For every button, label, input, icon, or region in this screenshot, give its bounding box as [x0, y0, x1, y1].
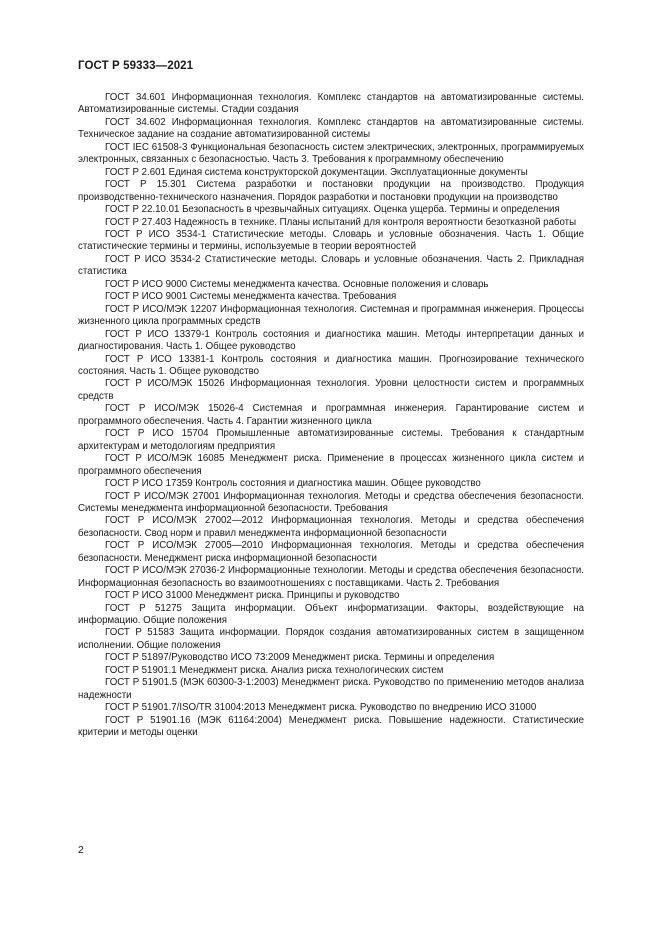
reference-item: ГОСТ Р 51901.1 Менеджмент риска. Анализ риска технологических систем: [105, 664, 444, 676]
reference-item: ГОСТ 34.601 Информационная технология. Комплекс стандартов на автоматизированные системы. Автоматизированные системы. Стадии создания: [78, 92, 584, 116]
reference-item: ГОСТ Р ИСО/МЭК 16085 Менеджмент риска. Применение в процессах жизненного цикла систем и программного обеспечения: [78, 453, 584, 477]
reference-item: ГОСТ Р 51901.7/ISO/TR 31004:2013 Менеджмент риска. Руководство по внедрению ИСО 31000: [105, 702, 537, 714]
reference-item: ГОСТ Р 51901.16 (МЭК 61164:2004) Менеджмент риска. Повышение надежности. Статистические критерии и методы оценки: [78, 714, 584, 739]
page-number: 2: [78, 844, 84, 856]
reference-item: ГОСТ Р 2.601 Единая система конструкторской документации. Эксплуатационные документы: [105, 166, 528, 178]
reference-item: ГОСТ Р 22.10.01 Безопасность в чрезвычайных ситуациях. Оценка ущерба. Термины и определения: [105, 204, 560, 216]
reference-item: ГОСТ Р 51897/Руководство ИСО 73:2009 Менеджмент риска. Термины и определения: [105, 652, 495, 664]
reference-item: ГОСТ Р ИСО 13379-1 Контроль состояния и диагностика машин. Методы интерпретации данных и диагностирования. Часть 1. Общее руководство: [78, 328, 584, 353]
document-code-header: ГОСТ Р 59333—2021: [78, 60, 194, 72]
reference-item: ГОСТ Р ИСО 31000 Менеджмент риска. Принципы и руководство: [105, 590, 400, 602]
reference-item: ГОСТ Р 15.301 Система разработки и постановки продукции на производство. Продукция производственно-технического назначения. Порядок разработки и постановки продукции на производство: [78, 179, 584, 203]
reference-item: ГОСТ Р ИСО 3534-2 Статистические методы. Словарь и условные обозначения. Часть 2. Прикладная статистика: [78, 253, 584, 278]
reference-item: ГОСТ Р ИСО 9001 Системы менеджмента качества. Требования: [105, 291, 397, 303]
reference-item: ГОСТ Р 51901.5 (МЭК 60300-3-1:2003) Менеджмент риска. Руководство по применению методов анализа надежности: [78, 677, 584, 701]
reference-item: ГОСТ Р 27.403 Надежность в технике. Планы испытаний для контроля вероятности безотказной работы: [105, 216, 577, 228]
reference-item: ГОСТ Р ИСО 3534-1 Статистические методы. Словарь и условные обозначения. Часть 1. Общие статистические термины и термины, используемые в теории вероятностей: [78, 228, 584, 253]
reference-item: ГОСТ 34.602 Информационная технология. Комплекс стандартов на автоматизированные системы. Техническое задание на создание автоматизированной системы: [78, 116, 584, 141]
reference-item: ГОСТ Р ИСО/МЭК 12207 Информационная технология. Системная и программная инженерия. Процессы жизненного цикла программных средств: [78, 303, 584, 328]
reference-item: ГОСТ Р ИСО 15704 Промышленные автоматизированные системы. Требования к стандартным архитектурам и методологиям предприятия: [78, 428, 584, 452]
reference-item: ГОСТ Р ИСО/МЭК 27036-2 Информационные технологии. Методы и средства обеспечения безопасности. Информационная безопасность во взаимоотношениях с поставщиками. Часть 2. Требования: [78, 565, 584, 589]
reference-item: ГОСТ IEC 61508-3 Функциональная безопасность систем электрических, электронных, программируемых электронных, связанных с безопасностью. Часть 3. Требования к программному обеспечению: [78, 141, 584, 166]
reference-item: ГОСТ Р 51275 Защита информации. Объект информатизации. Факторы, воздействующие на информацию. Общие положения: [78, 602, 584, 627]
reference-item: ГОСТ Р ИСО/МЭК 27005—2010 Информационная технология. Методы и средства обеспечения безопасности. Менеджмент риска информационной безопасности: [78, 540, 584, 564]
normative-references-list: [78, 92, 584, 740]
reference-item: ГОСТ Р ИСО/МЭК 27002—2012 Информационная технология. Методы и средства обеспечения безопасности. Свод норм и правил менеджмента информационной безопасности: [78, 515, 584, 539]
reference-item: ГОСТ Р ИСО 9000 Системы менеджмента качества. Основные положения и словарь: [105, 278, 489, 290]
reference-item: ГОСТ Р ИСО 17359 Контроль состояния и диагностика машин. Общее руководство: [105, 478, 481, 490]
reference-item: ГОСТ Р ИСО/МЭК 15026-4 Системная и программная инженерия. Гарантирование систем и программного обеспечения. Часть 4. Гарантии жизненного цикла: [78, 403, 584, 427]
reference-item: ГОСТ Р ИСО/МЭК 27001 Информационная технология. Методы и средства обеспечения безопасности. Системы менеджмента информационной безопасности. Требования: [78, 490, 584, 514]
reference-item: ГОСТ Р ИСО/МЭК 15026 Информационная технология. Уровни целостности систем и программных средств: [78, 378, 584, 402]
reference-item: ГОСТ Р ИСО 13381-1 Контроль состояния и диагностика машин. Прогнозирование технического состояния. Часть 1. Общее руководство: [78, 353, 584, 377]
reference-item: ГОСТ Р 51583 Защита информации. Порядок создания автоматизированных систем в защищенном исполнении. Общие положения: [78, 627, 584, 651]
